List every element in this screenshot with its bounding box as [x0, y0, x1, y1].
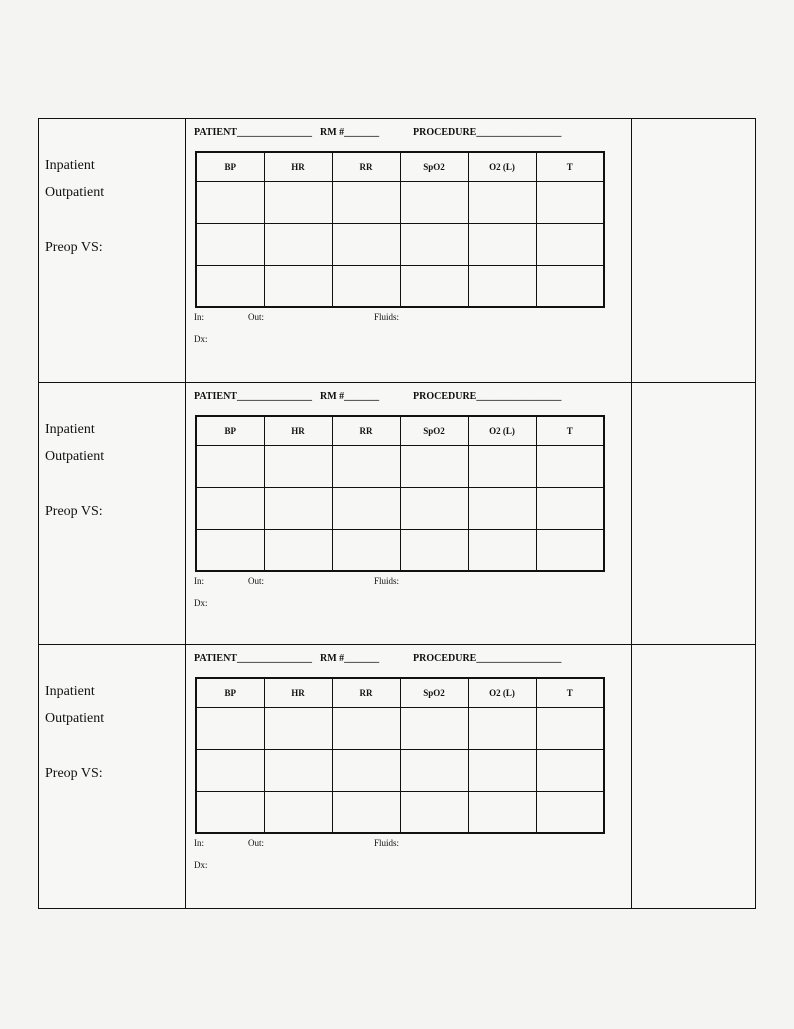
vital-cell[interactable] [264, 749, 332, 791]
diagnosis-label: Dx: [194, 334, 208, 344]
preop-vs-label: Preop VS: [45, 766, 103, 781]
vital-cell[interactable] [196, 529, 264, 571]
output-label: Out: [248, 838, 265, 848]
outpatient-label: Outpatient [45, 185, 105, 200]
column-header-bp: BP [196, 678, 264, 707]
vital-cell[interactable] [536, 707, 604, 749]
inpatient-label: Inpatient [45, 158, 95, 173]
vital-cell[interactable] [468, 487, 536, 529]
vital-signs-table [195, 677, 605, 834]
vital-signs-table [195, 151, 605, 308]
vital-cell[interactable] [536, 487, 604, 529]
vital-cell[interactable] [196, 223, 264, 265]
patient-field[interactable]: PATIENT_______________ [194, 653, 312, 664]
fluids-label: Fluids: [374, 838, 400, 848]
column-divider [185, 119, 186, 382]
vital-cell[interactable] [332, 487, 400, 529]
vital-cell[interactable] [468, 791, 536, 833]
column-header-rr: RR [332, 678, 400, 707]
vital-cell[interactable] [196, 791, 264, 833]
table-row [196, 223, 604, 265]
column-header-spo2: SpO2 [400, 152, 468, 181]
column-header-bp: BP [196, 416, 264, 445]
intake-label: In: [194, 312, 204, 322]
diagnosis-label: Dx: [194, 860, 208, 870]
table-row [196, 487, 604, 529]
table-row [196, 181, 604, 223]
patient-block [39, 645, 755, 908]
table-row [196, 265, 604, 307]
column-header-o2: O2 (L) [468, 152, 536, 181]
room-number-field[interactable]: RM #_______ [320, 127, 380, 138]
column-divider [185, 383, 186, 644]
vital-cell[interactable] [196, 487, 264, 529]
column-header-temp: T [536, 678, 604, 707]
vital-cell[interactable] [468, 445, 536, 487]
patient-field[interactable]: PATIENT_______________ [194, 127, 312, 138]
vital-cell[interactable] [264, 265, 332, 307]
column-header-spo2: SpO2 [400, 678, 468, 707]
vital-cell[interactable] [264, 707, 332, 749]
preop-vs-label: Preop VS: [45, 240, 103, 255]
patient-block [39, 119, 755, 383]
inpatient-label: Inpatient [45, 422, 95, 437]
procedure-field[interactable]: PROCEDURE_________________ [413, 127, 562, 138]
column-header-hr: HR [264, 152, 332, 181]
inpatient-label: Inpatient [45, 684, 95, 699]
column-header-o2: O2 (L) [468, 416, 536, 445]
vital-cell[interactable] [536, 749, 604, 791]
vital-cell[interactable] [468, 181, 536, 223]
vital-cell[interactable] [536, 529, 604, 571]
room-number-field[interactable]: RM #_______ [320, 391, 380, 402]
vital-cell[interactable] [196, 707, 264, 749]
table-row [196, 707, 604, 749]
vital-cell[interactable] [400, 529, 468, 571]
vital-cell[interactable] [536, 181, 604, 223]
vital-signs-table [195, 415, 605, 572]
vital-cell[interactable] [536, 791, 604, 833]
vital-signs-header-row [196, 152, 604, 181]
outpatient-label: Outpatient [45, 711, 105, 726]
patient-block [39, 383, 755, 645]
preop-vs-label: Preop VS: [45, 504, 103, 519]
vital-cell[interactable] [468, 265, 536, 307]
vital-cell[interactable] [332, 265, 400, 307]
vital-cell[interactable] [196, 181, 264, 223]
column-header-temp: T [536, 152, 604, 181]
vital-cell[interactable] [468, 223, 536, 265]
output-label: Out: [248, 576, 265, 586]
vital-signs-header-row [196, 416, 604, 445]
vital-cell[interactable] [536, 223, 604, 265]
column-divider [631, 645, 632, 908]
vital-signs-header-row [196, 678, 604, 707]
vital-cell[interactable] [400, 223, 468, 265]
output-label: Out: [248, 312, 265, 322]
vital-cell[interactable] [468, 749, 536, 791]
vital-cell[interactable] [332, 181, 400, 223]
vital-cell[interactable] [536, 445, 604, 487]
intake-label: In: [194, 576, 204, 586]
table-row [196, 749, 604, 791]
column-header-bp: BP [196, 152, 264, 181]
vital-cell[interactable] [332, 707, 400, 749]
table-row [196, 445, 604, 487]
vital-cell[interactable] [264, 529, 332, 571]
vital-cell[interactable] [196, 445, 264, 487]
vital-cell[interactable] [332, 223, 400, 265]
vital-cell[interactable] [400, 445, 468, 487]
room-number-field[interactable]: RM #_______ [320, 653, 380, 664]
vital-cell[interactable] [332, 529, 400, 571]
column-header-o2: O2 (L) [468, 678, 536, 707]
outpatient-label: Outpatient [45, 449, 105, 464]
vitals-form-sheet [38, 118, 756, 909]
intake-label: In: [194, 838, 204, 848]
vital-cell[interactable] [332, 749, 400, 791]
vital-cell[interactable] [264, 487, 332, 529]
column-header-hr: HR [264, 678, 332, 707]
diagnosis-label: Dx: [194, 598, 208, 608]
table-row [196, 529, 604, 571]
vital-cell[interactable] [264, 181, 332, 223]
vital-cell[interactable] [196, 265, 264, 307]
fluids-label: Fluids: [374, 312, 400, 322]
column-divider [185, 645, 186, 908]
vital-cell[interactable] [196, 749, 264, 791]
column-header-rr: RR [332, 416, 400, 445]
procedure-field[interactable]: PROCEDURE_________________ [413, 391, 562, 402]
column-header-temp: T [536, 416, 604, 445]
vital-cell[interactable] [468, 529, 536, 571]
column-header-rr: RR [332, 152, 400, 181]
patient-field[interactable]: PATIENT_______________ [194, 391, 312, 402]
vital-cell[interactable] [536, 265, 604, 307]
vital-cell[interactable] [264, 791, 332, 833]
vital-cell[interactable] [400, 181, 468, 223]
vital-cell[interactable] [264, 445, 332, 487]
vital-cell[interactable] [264, 223, 332, 265]
vital-cell[interactable] [400, 487, 468, 529]
vital-cell[interactable] [332, 791, 400, 833]
vital-cell[interactable] [468, 707, 536, 749]
table-row [196, 791, 604, 833]
procedure-field[interactable]: PROCEDURE_________________ [413, 653, 562, 664]
column-divider [631, 119, 632, 382]
column-header-hr: HR [264, 416, 332, 445]
fluids-label: Fluids: [374, 576, 400, 586]
column-divider [631, 383, 632, 644]
column-header-spo2: SpO2 [400, 416, 468, 445]
vital-cell[interactable] [332, 445, 400, 487]
vital-cell[interactable] [400, 707, 468, 749]
vital-cell[interactable] [400, 265, 468, 307]
vital-cell[interactable] [400, 791, 468, 833]
vital-cell[interactable] [400, 749, 468, 791]
